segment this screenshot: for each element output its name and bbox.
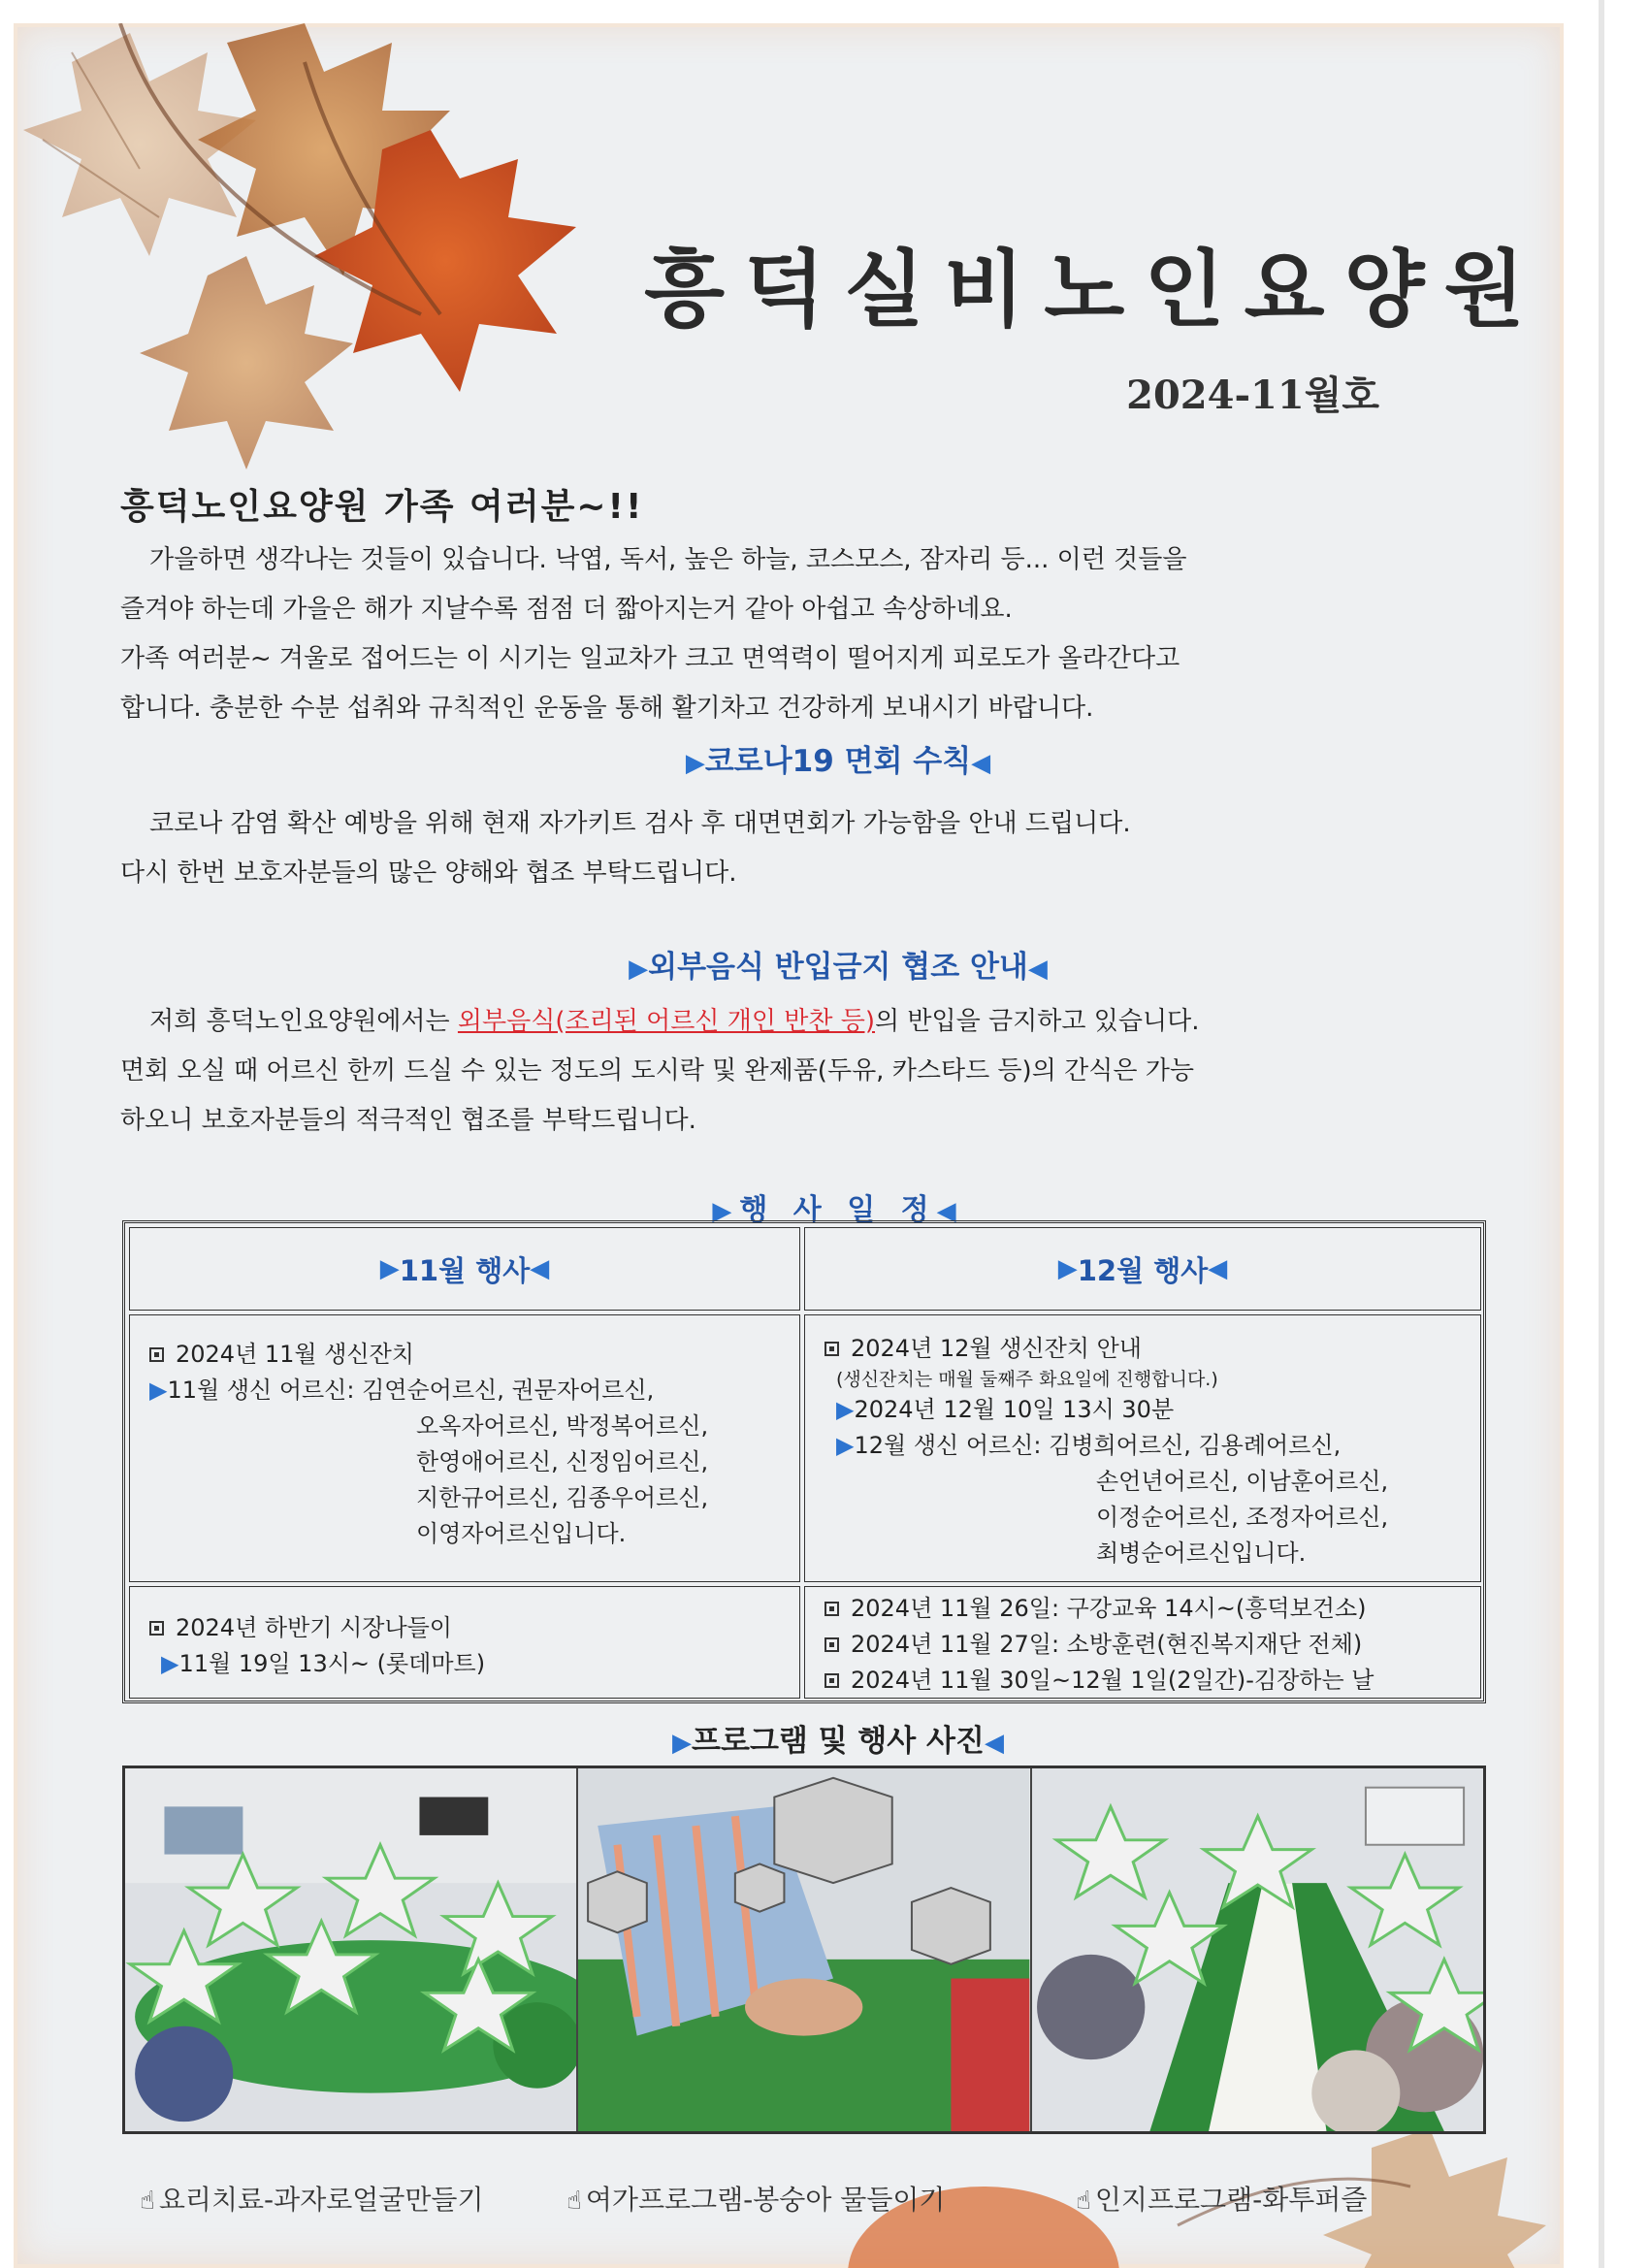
dec-birthday-name-line: 최병순어르신입니다. [1096,1539,1307,1567]
nov-birthday-name-line: 지한규어르신, 김종우어르신, [416,1484,709,1511]
right-triangle-icon: ▶ [629,955,649,984]
nov-birthday-cell [129,1314,800,1582]
left-triangle-icon: ◀ [1208,1254,1228,1283]
right-triangle-icon: ▶ [712,1197,740,1226]
dec-birthday-name-line: 김병희어르신, 김용례어르신, [1049,1432,1342,1459]
right-triangle-icon: ▶ [672,1729,693,1758]
newsletter-page [14,23,1564,2268]
events-table [122,1220,1486,1703]
other-event-row [824,1591,1480,1627]
dec-birthday-name-line: 손언년어르신, 이남훈어르신, [1096,1468,1389,1495]
caption-cooking [140,2179,484,2218]
dec-birthday-date-row [824,1392,1480,1428]
dec-birthday-cell [804,1314,1481,1582]
caption-cognitive [1076,2179,1367,2218]
nov-birthday-label-row [149,1373,799,1409]
food-line-1 [120,997,1478,1047]
page-edge [1599,0,1604,2268]
right-triangle-icon: ▶ [379,1254,400,1283]
market-date-row [149,1646,799,1682]
greeting-line: 합니다. 충분한 수분 섭취와 규칙적인 운동을 통해 활기차고 건강하게 보내시기 바랍니다. [120,694,1094,723]
photo-cognitive-program [1032,1768,1483,2131]
greeting-paragraph [120,535,1478,733]
caption-leisure-text: 여가프로그램-봉숭아 물들이기 [585,2184,946,2216]
food-line-2: 면회 오실 때 어르신 한끼 드실 수 있는 정도의 도시락 및 완제품(두유, 카스타드 등)의 간식은 가능 [120,1056,1194,1085]
dec-birthday-title-row [824,1331,1480,1367]
photo-strip [122,1766,1486,2134]
greeting-heading: 흥덕노인요양원 가족 여러분~!! [120,487,644,527]
left-triangle-icon: ◀ [530,1254,550,1283]
dec-birthday-label: 12월 생신 어르신: [854,1432,1042,1459]
left-triangle-icon: ◀ [984,1729,1004,1758]
photo-cognitive-image [1032,1768,1483,2131]
photo-cooking-image [125,1768,576,2131]
photo-title-text: 프로그램 및 행사 사진 [692,1724,985,1759]
nov-birthday-title: 2024년 11월 생신잔치 [176,1341,414,1368]
greeting-line: 즐겨야 하는데 가을은 해가 지날수록 점점 더 짧아지는거 같아 아쉽고 속상하네요. [120,595,1013,624]
nov-events-header [129,1227,800,1311]
checkbox-square-icon [824,1342,839,1356]
dec-birthday-label-row [824,1428,1480,1464]
other-event-text: 2024년 11월 30일~12월 1일(2일간)-김장하는 날 [851,1667,1374,1694]
pointing-hand-icon: ☝ [140,2187,155,2216]
photo-leisure-image [578,1768,1029,2131]
food-line-1-pre: 저희 흥덕노인요양원에서는 [149,1007,458,1036]
greeting-line: 가족 여러분~ 겨울로 접어드는 이 시기는 일교차가 크고 면역력이 떨어지게 피로도가 올라간다고 [120,644,1180,673]
issue-label: 2024-11월호 [1126,373,1379,418]
covid-title-text: 코로나19 면회 수칙 [704,744,972,779]
nov-birthday-name-line: 이영자어르신입니다. [416,1520,627,1547]
pointing-hand-icon: ☝ [1076,2187,1091,2216]
newsletter-title: 흥덕실비노인요양원 [644,241,1544,339]
dec-birthday-title: 2024년 12월 생신잔치 안내 [851,1335,1142,1362]
left-triangle-icon: ◀ [936,1197,964,1226]
market-date: 11월 19일 13시~ (롯데마트) [178,1650,486,1677]
photo-captions [140,2179,1517,2218]
covid-line: 코로나 감염 확산 예방을 위해 현재 자가키트 검사 후 대면면회가 가능함을 안내 드립니다. [149,809,1131,838]
dec-events-header [804,1227,1481,1311]
nov-birthday-name-line: 오옥자어르신, 박정복어르신, [416,1412,709,1440]
photo-leisure-program [578,1768,1031,2131]
right-triangle-icon: ▶ [836,1432,855,1459]
nov-header-text: 11월 행사 [399,1253,531,1287]
dec-birthday-name-line: 이정순어르신, 조정자어르신, [1096,1504,1389,1531]
nov-birthday-label: 11월 생신 어르신: [167,1377,355,1404]
right-triangle-icon: ▶ [149,1377,168,1404]
covid-line: 다시 한번 보호자분들의 많은 양해와 협조 부탁드립니다. [120,859,737,888]
dec-birthday-note: (생신잔치는 매월 둘째주 화요일에 진행합니다.) [836,1369,1218,1390]
caption-cognitive-text: 인지프로그램-화투퍼즐 [1094,2184,1368,2216]
nov-birthday-title-row [149,1337,799,1373]
caption-cooking-text: 요리치료-과자로얼굴만들기 [158,2184,484,2216]
right-triangle-icon: ▶ [685,749,705,778]
checkbox-square-icon [149,1347,164,1362]
right-triangle-icon: ▶ [836,1396,855,1423]
checkbox-square-icon [824,1637,839,1652]
food-paragraph [120,997,1478,1146]
left-triangle-icon: ◀ [1027,955,1048,984]
dec-header-text: 12월 행사 [1077,1253,1209,1287]
maple-leaves-illustration [14,23,634,470]
food-section-title [14,942,1564,986]
other-events-cell [804,1586,1481,1699]
checkbox-square-icon [824,1602,839,1616]
left-triangle-icon: ◀ [971,749,991,778]
right-triangle-icon: ▶ [161,1650,179,1677]
dec-birthday-date: 2024년 12월 10일 13시 30분 [854,1396,1175,1423]
nov-birthday-name-line: 김연순어르신, 권문자어르신, [362,1377,655,1404]
food-highlight: 외부음식(조리된 어르신 개인 반찬 등) [457,1007,876,1036]
market-title: 2024년 하반기 시장나들이 [176,1614,452,1641]
market-title-row [149,1610,799,1646]
food-title-text: 외부음식 반입금지 협조 안내 [648,950,1028,985]
other-event-text: 2024년 11월 27일: 소방훈련(현진복지재단 전체) [851,1631,1363,1658]
covid-paragraph [120,799,1478,898]
photo-cooking-therapy [125,1768,578,2131]
nov-birthday-name-line: 한영애어르신, 신정임어르신, [416,1448,709,1475]
other-event-text: 2024년 11월 26일: 구강교육 14시~(흥덕보건소) [851,1595,1367,1622]
covid-section-title [14,736,1564,780]
checkbox-square-icon [149,1621,164,1636]
caption-leisure [566,2179,945,2218]
other-event-row [824,1627,1480,1663]
food-line-1-post: 의 반입을 금지하고 있습니다. [875,1007,1200,1036]
market-cell [129,1586,800,1699]
food-line-3: 하오니 보호자분들의 적극적인 협조를 부탁드립니다. [120,1106,696,1135]
photo-section-title [14,1716,1564,1760]
checkbox-square-icon [824,1673,839,1688]
other-event-row [824,1663,1480,1699]
greeting-line: 가을하면 생각나는 것들이 있습니다. 낙엽, 독서, 높은 하늘, 코스모스, 잠자리 등... 이런 것들을 [149,545,1187,574]
right-triangle-icon: ▶ [1057,1254,1078,1283]
pointing-hand-icon: ☝ [566,2187,582,2216]
events-title-text: 행 사 일 정 [739,1193,937,1227]
